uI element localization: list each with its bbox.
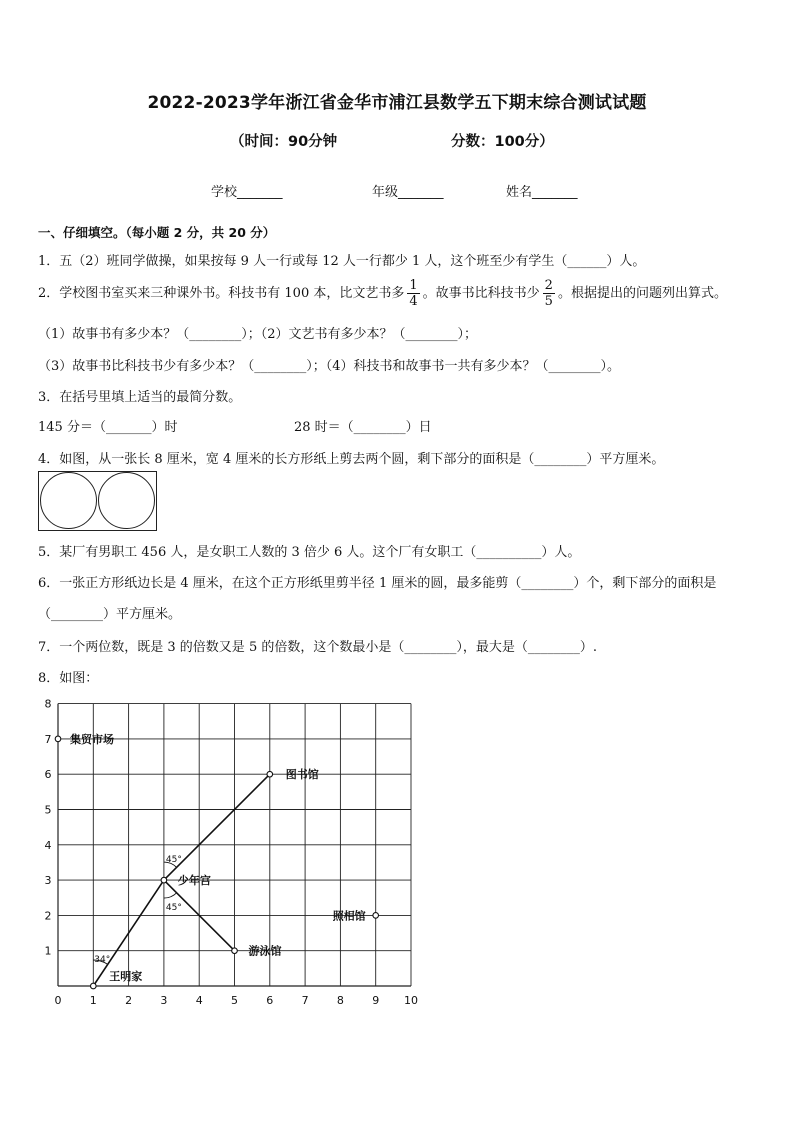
x-tick-label: 1 (89, 994, 97, 1007)
y-tick-label: 1 (44, 944, 52, 958)
y-tick-label: 2 (44, 909, 52, 923)
place-label: 图书馆 (285, 768, 319, 782)
x-tick-label: 0 (54, 994, 62, 1007)
circle-right (98, 472, 155, 529)
section-heading: 一、仔细填空。（每小题 2 分，共 20 分） (38, 225, 276, 240)
place-point (267, 771, 273, 777)
question-3-a: 145 分＝（_______）时 (38, 420, 178, 435)
y-tick-label: 3 (44, 874, 52, 888)
map-angle-arcs (93, 855, 182, 965)
angle-arc-45-bottom (164, 893, 177, 898)
angle-label: 45° (165, 903, 182, 914)
angle-label: 34° (94, 955, 111, 965)
place-point (161, 877, 167, 883)
x-tick-label: 4 (195, 994, 203, 1007)
map-grid (58, 704, 411, 986)
question-3: 3．在括号里填上适当的最简分数。 (38, 390, 242, 405)
x-tick-label: 8 (336, 994, 344, 1007)
fraction-1-4: $\frac{1}{4}$ (409, 278, 418, 309)
page-title: 2022-2023学年浙江省金华市浦江县数学五下期末综合测试试题 (147, 93, 647, 113)
question-7: 7．一个两位数，既是 3 的倍数又是 5 的倍数，这个数最小是（________），最大是（________）. (38, 640, 597, 655)
place-point (55, 736, 61, 742)
question-2-sub-2: （3）故事书比科技书少有多少本？（________）；（4）科技书和故事书一共有多少本？（________）。 (38, 359, 621, 374)
question-3-b: 28 时＝（________）日 (294, 420, 432, 435)
x-tick-label: 6 (266, 994, 274, 1007)
grade-field[interactable]: 年级_______ (372, 185, 444, 200)
place-label: 照相馆 (332, 909, 366, 923)
school-field[interactable]: 学校_______ (211, 185, 283, 200)
rectangle-with-circles (38, 471, 157, 531)
x-tick-label: 9 (372, 994, 380, 1007)
question-4: 4．如图，从一张长 8 厘米，宽 4 厘米的长方形纸上剪去两个圆，剩下部分的面积是（________）平方厘米。 (38, 452, 665, 467)
place-label: 少年宫 (177, 874, 211, 888)
question-6-line-1: 6．一张正方形纸边长是 4 厘米，在这个正方形纸里剪半径 1 厘米的圆，最多能剪（________）个，剩下部分的面积是 (38, 576, 717, 591)
question-8: 8．如图： (38, 671, 99, 686)
place-label: 集贸市场 (70, 732, 114, 746)
question-1: 1．五（2）班同学做操，如果按每 9 人一行或每 12 人一行都少 1 人，这个班至少有学生（______）人。 (38, 254, 646, 269)
x-tick-label: 3 (160, 994, 168, 1007)
angle-label: 45° (165, 855, 182, 866)
y-tick-label: 8 (44, 697, 52, 711)
y-tick-label: 7 (44, 732, 52, 746)
exam-time: （时间：90分钟 (230, 134, 338, 150)
place-point (91, 983, 97, 989)
y-tick-label: 6 (44, 768, 52, 782)
question-2-sub-1: （1）故事书有多少本？（________）；（2）文艺书有多少本？（________）； (38, 327, 478, 342)
question-2-prefix: 2．学校图书室买来三种课外书。科技书有 100 本，比文艺书多 (38, 286, 405, 301)
y-tick-label: 4 (44, 838, 52, 852)
name-field[interactable]: 姓名_______ (506, 185, 578, 200)
place-label: 游泳馆 (248, 944, 282, 958)
question-6-line-2: （________）平方厘米。 (38, 607, 182, 622)
place-point (373, 913, 379, 919)
position-map (30, 695, 430, 1015)
exam-score: 分数：100分） (451, 134, 554, 150)
x-tick-label: 10 (404, 994, 418, 1007)
circle-left (40, 472, 97, 529)
place-point (232, 948, 238, 954)
question-5: 5．某厂有男职工 456 人，是女职工人数的 3 倍少 6 人。这个厂有女职工（__________）人。 (38, 545, 581, 560)
y-tick-label: 5 (44, 803, 52, 817)
x-tick-label: 2 (125, 994, 133, 1007)
fraction-2-5: $\frac{2}{5}$ (544, 278, 553, 309)
question-2-suffix: 。根据提出的问题列出算式。 (557, 286, 727, 301)
question-2 (38, 278, 727, 309)
place-label: 王明家 (109, 970, 143, 983)
question-2-middle: 。故事书比科技书少 (422, 286, 540, 301)
x-tick-label: 5 (231, 994, 238, 1007)
x-tick-label: 7 (301, 994, 309, 1007)
